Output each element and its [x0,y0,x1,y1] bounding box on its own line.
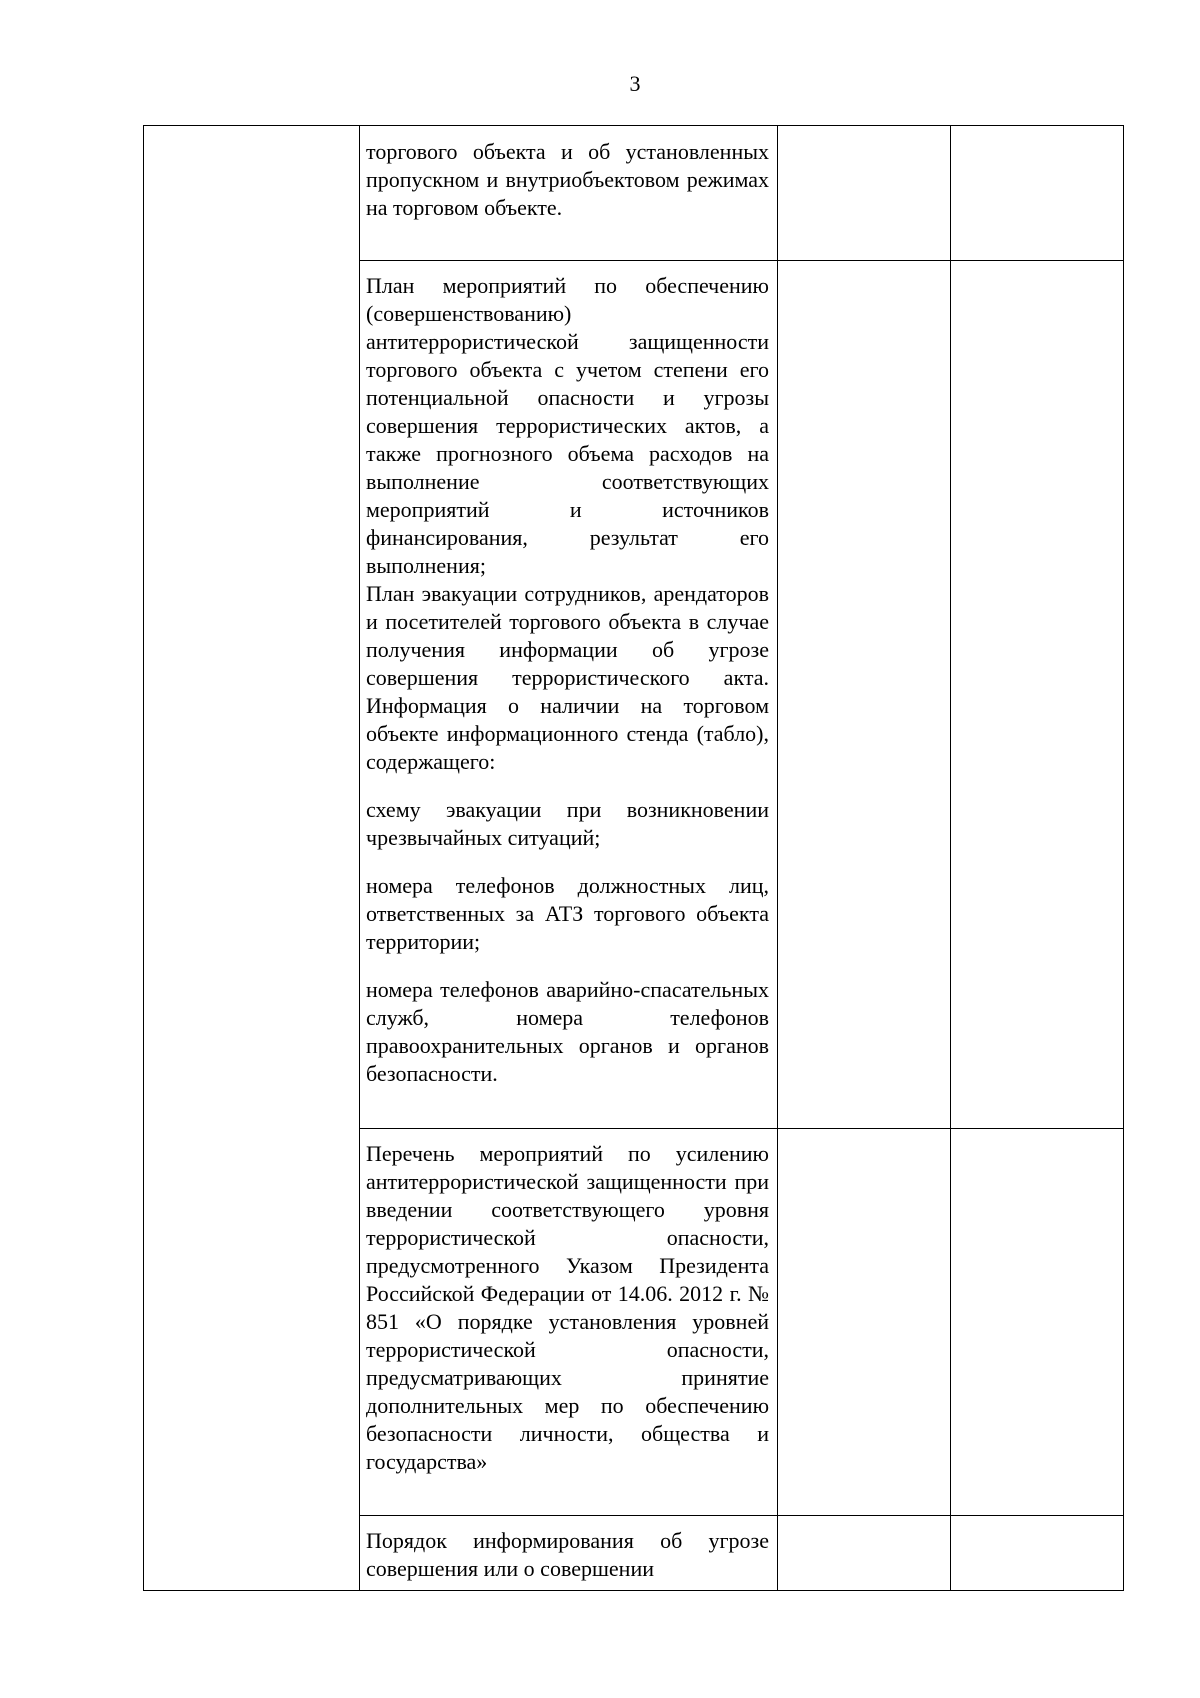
cell-paragraph: номера телефонов аварийно-спасательных служб, номера телефонов правоохранительных органов и органов безопасности. [366,977,769,1086]
cell-paragraph: Порядок информирования об угрозе совершения или о совершении [366,1528,769,1581]
column-divider [359,126,360,1590]
row-divider [359,1128,1123,1129]
table-cell-requirement [366,1527,769,1583]
cell-paragraph: торгового объекта и об установленных пропускном и внутриобъектовом режимах на торговом объекте. [366,139,769,220]
cell-paragraph: План мероприятий по обеспечению (совершенствованию) антитеррористической защищенности торгового объекта с учетом степени его потенциальной опасности и угрозы совершения террористических актов, а также прогнозного объема расходов на выполнение соответствующих мероприятий и источников финансирования, результат его выполнения; [366,273,769,578]
cell-paragraph: номера телефонов должностных лиц, ответственных за АТЗ торгового объекта территории; [366,873,769,954]
table-cell-requirement [366,138,769,222]
cell-paragraph: схему эвакуации при возникновении чрезвычайных ситуаций; [366,797,769,850]
table-cell-requirement [366,272,769,1088]
row-divider [359,1515,1123,1516]
page-number: 3 [629,71,641,96]
column-divider [777,126,778,1590]
row-divider [359,260,1123,261]
cell-paragraph: План эвакуации сотрудников, арендаторов и посетителей торгового объекта в случае получения информации об угрозе совершения террористического акта. Информация о наличии на торговом объекте информационного стенда (табло), содержащего: [366,581,769,774]
column-divider [950,126,951,1590]
checklist-table [143,125,1124,1591]
cell-paragraph: Перечень мероприятий по усилению антитеррористической защищенности при введении соответствующего уровня террористической опасности, предусмотренного Указом Президента Российской Федерации от 14.06. 2012 г. № 851 «О порядке установления уровней террористической опасности, предусматривающих принятие дополнительных мер по обеспечению безопасности личности, общества и государства» [366,1141,769,1474]
table-cell-requirement [366,1140,769,1476]
